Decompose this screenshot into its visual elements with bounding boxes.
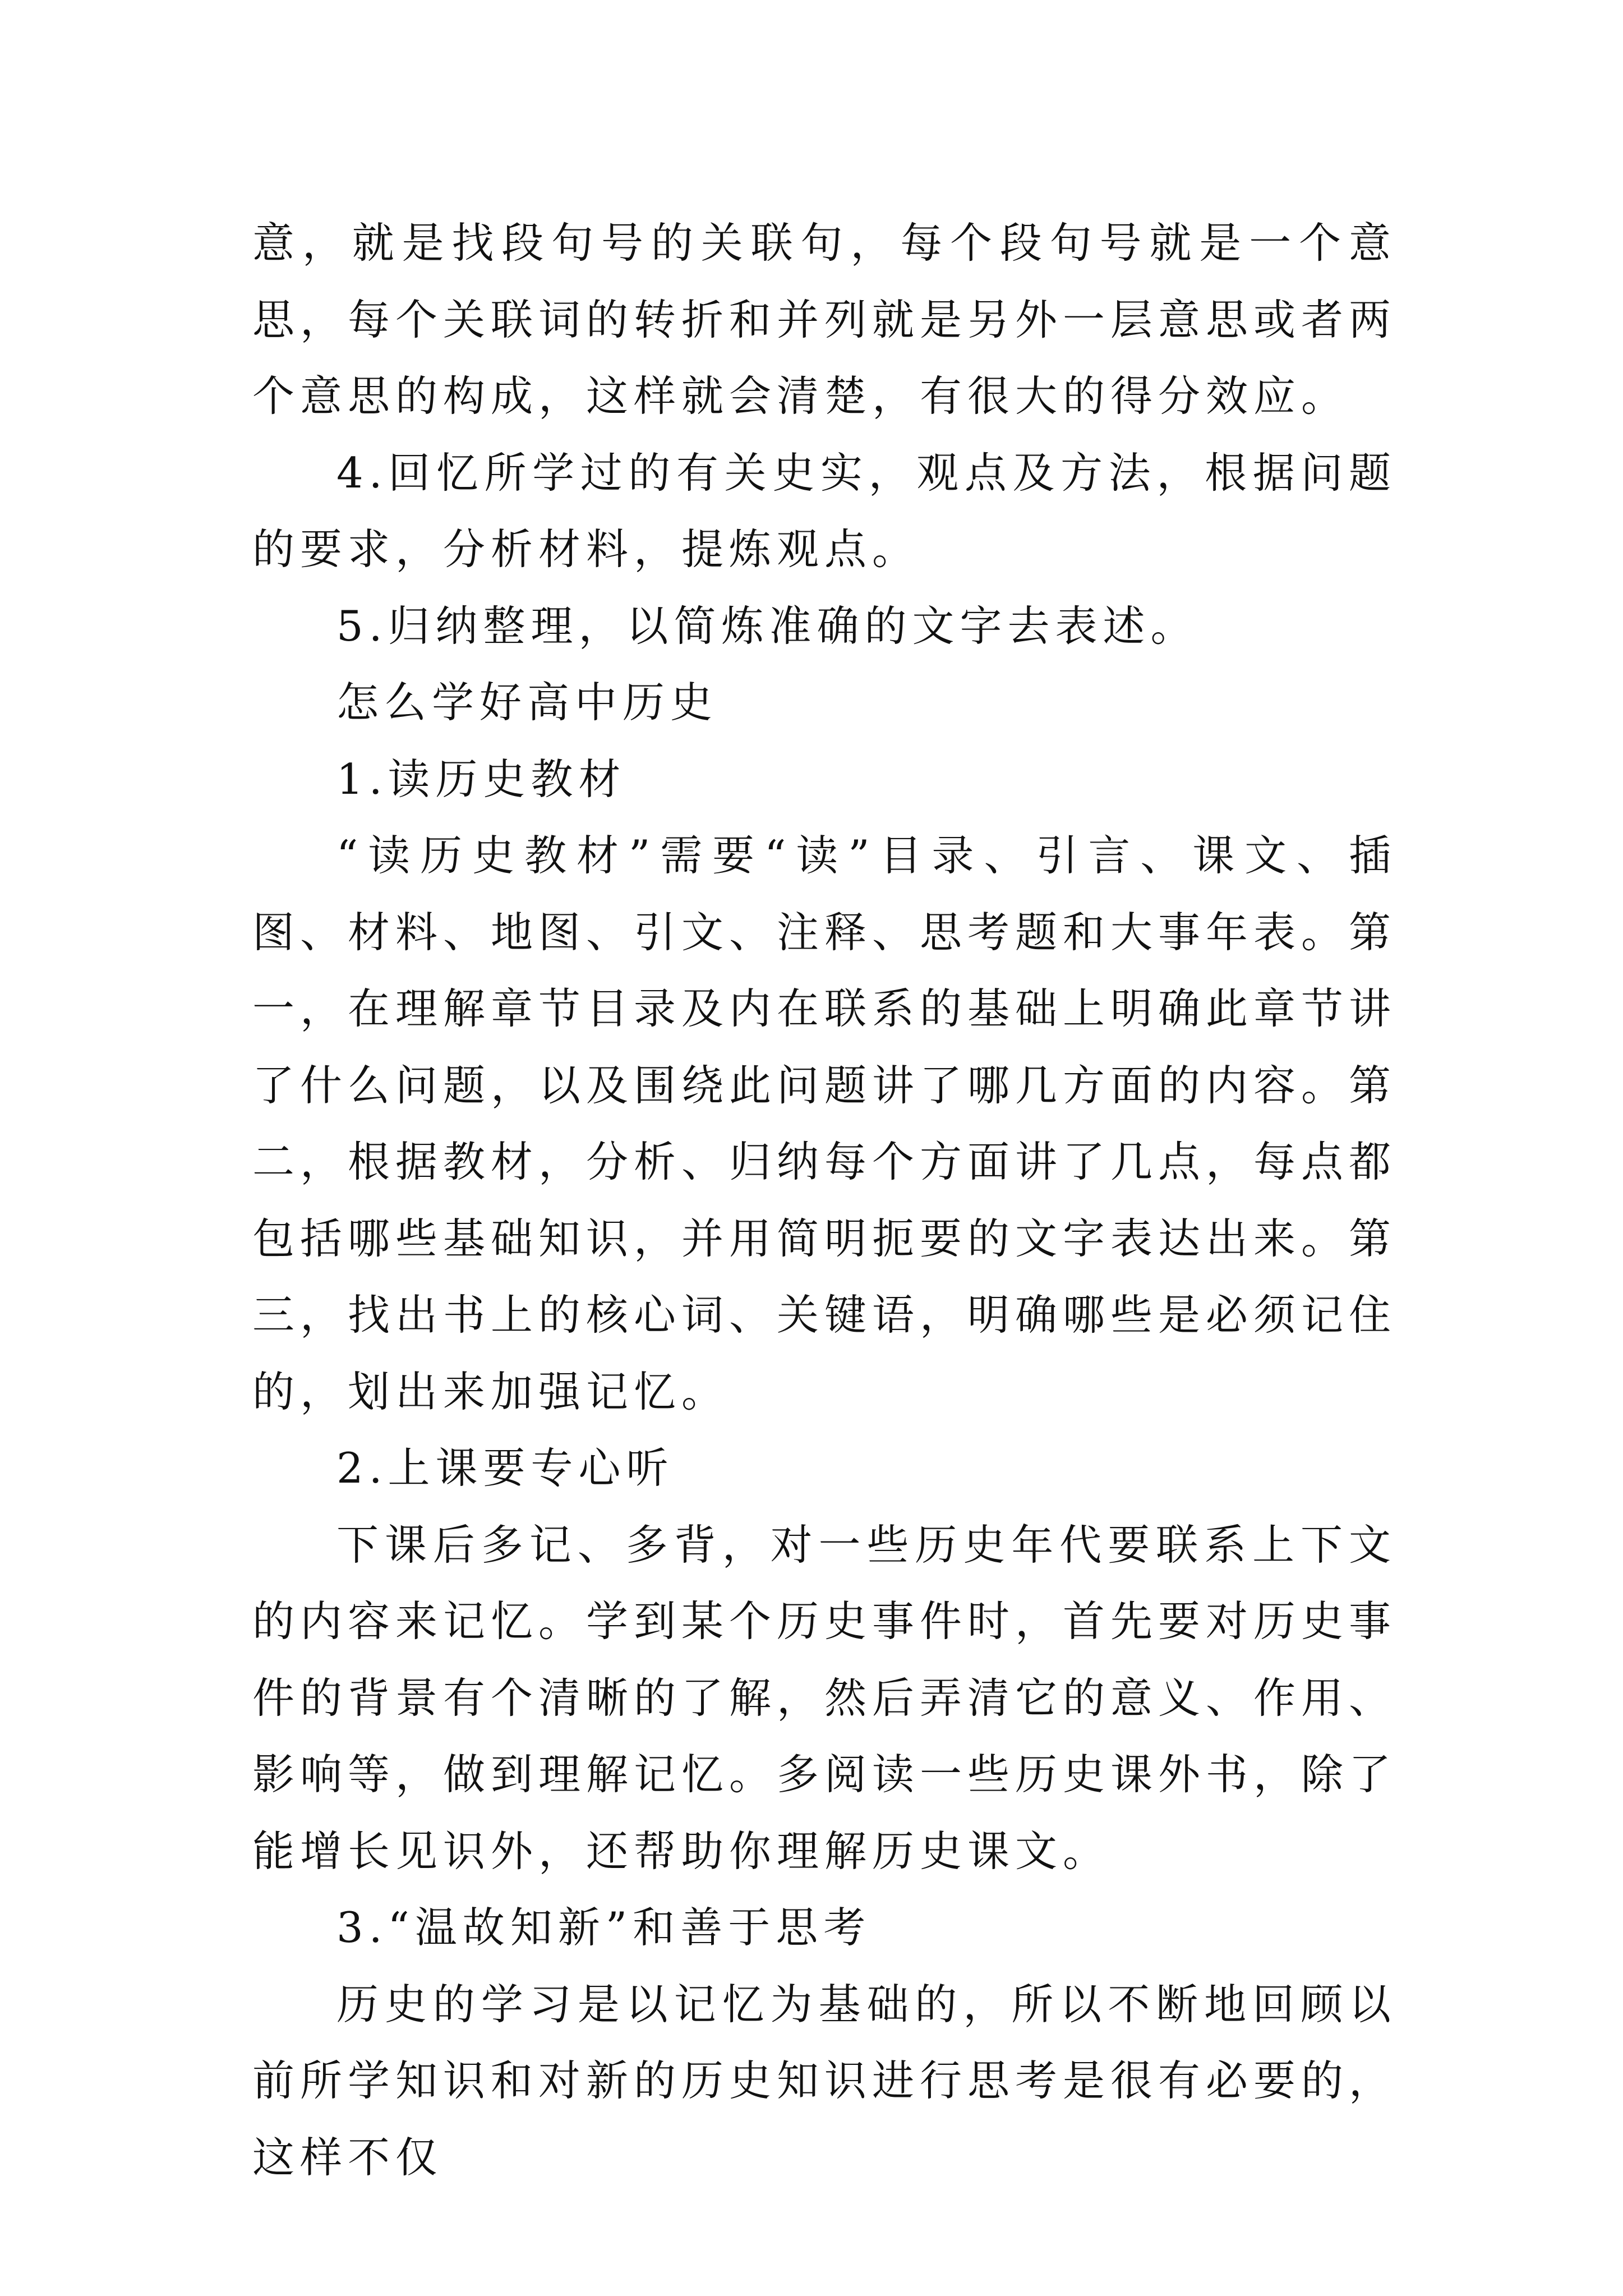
paragraph-read-textbook: “读历史教材”需要“读”目录、引言、课文、插图、材料、地图、引文、注释、思考题和大事年表。第一，在理解章节目录及内在联系的基础上明确此章节讲了什么问题，以及围绕此问题讲了哪几方面的内容。第二，根据教材，分析、归纳每个方面讲了几点，每点都包括哪些基础知识，并用简明扼要的文字表达出来。第三，找出书上的核心词、关键语，明确哪些是必须记住的，划出来加强记忆。 [252,831,1397,1416]
subheading-read-textbook: 1.读历史教材 [336,754,626,804]
section-heading: 怎么学好高中历史 [336,678,718,727]
paragraph-continuation: 意，就是找段句号的关联句，每个段句号就是一个意思，每个关联词的转折和并列就是另外一层意思或者两个意思的构成，这样就会清楚，有很大的得分效应。 [252,218,1397,421]
subheading-review-and-think: 3.“温故知新”和善于思考 [336,1903,872,1952]
paragraph-step-4: 4.回忆所学过的有关史实，观点及方法，根据问题的要求，分析材料，提炼观点。 [252,448,1396,574]
document-body [252,205,1396,2196]
paragraph-listen-in-class: 下课后多记、多背，对一些历史年代要联系上下文的内容来记忆。学到某个历史事件时，首先要对历史事件的背景有个清晰的了解，然后弄清它的意义、作用、影响等，做到理解记忆。多阅读一些历史课外书，除了能增长见识外，还帮助你理解历史课文。 [252,1520,1397,1876]
paragraph-review-and-think: 历史的学习是以记忆为基础的，所以不断地回顾以前所学知识和对新的历史知识进行思考是很有必要的，这样不仅 [252,1979,1397,2182]
subheading-listen-in-class: 2.上课要专心听 [336,1443,674,1493]
paragraph-step-5: 5.归纳整理，以简炼准确的文字去表述。 [336,601,1198,651]
